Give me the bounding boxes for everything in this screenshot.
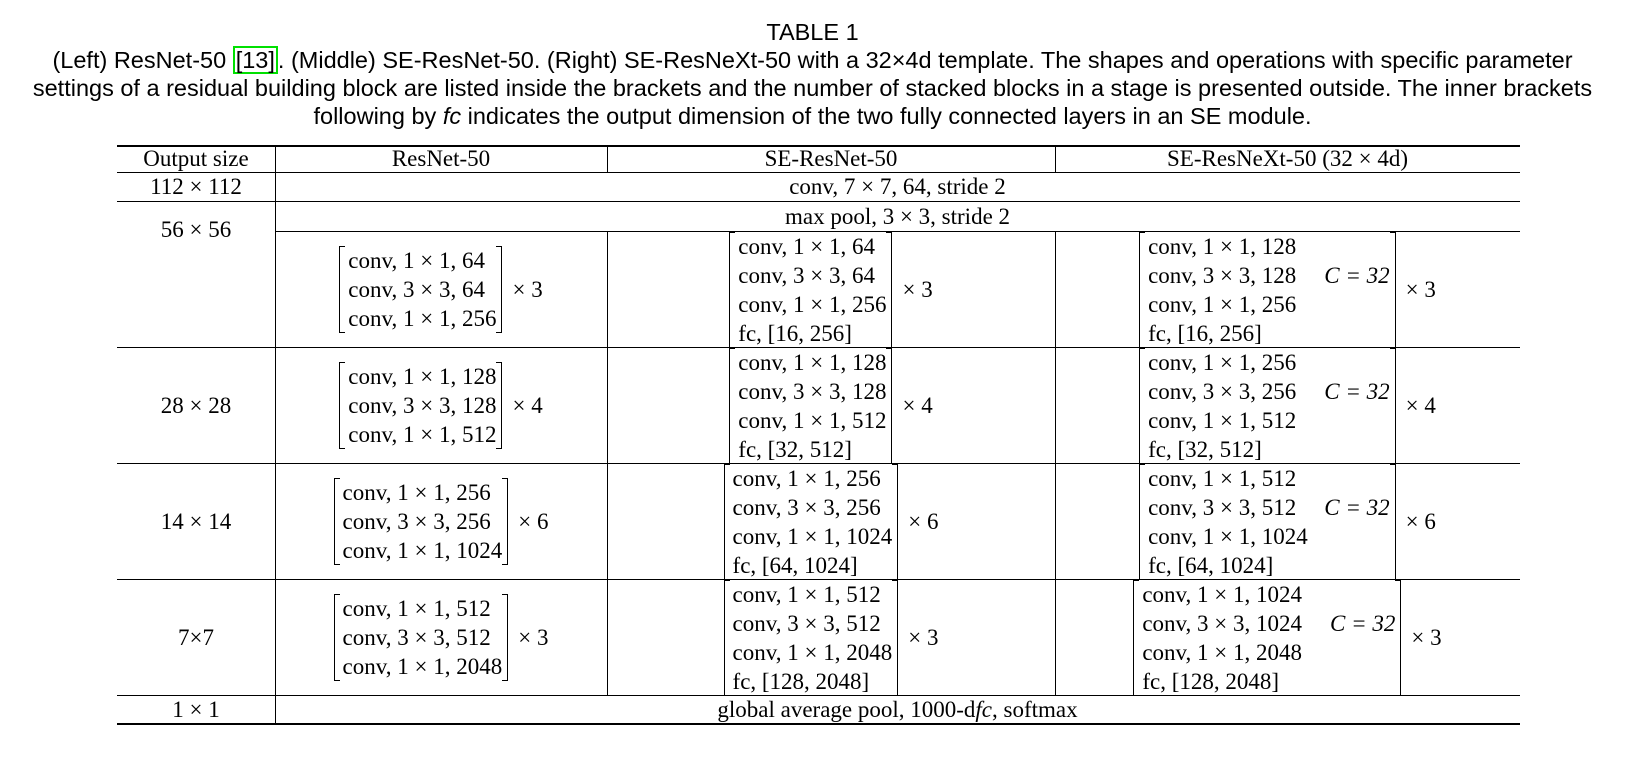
size-1x1: 1 × 1 [172,696,220,722]
resnet-stage-block [275,580,607,695]
layer-spec: conv, 1 × 1, 64 [348,248,485,273]
fc-spec: fc, [32, 512] [738,436,852,462]
layer-spec: conv, 1 × 1, 2048 [732,639,893,665]
fc-spec: fc, [128, 2048] [732,668,870,694]
resnet-stage-block [275,232,607,347]
block-multiplier: × 3 [908,624,939,650]
fc-spec: fc, [32, 512] [1148,436,1262,462]
block-bracket [1139,464,1396,580]
size-56: 56 × 56 [160,217,232,242]
maxpool-spec: max pool, 3 × 3, stride 2 [784,203,1011,229]
block-bracket [1133,580,1401,696]
layer-spec: conv, 1 × 1, 512 [1148,465,1297,491]
resnet-stage-block [275,348,607,463]
caption-text-end: indicates the output dimension of the two fully connected layers in an SE module. [461,103,1312,129]
fc-spec: fc, [64, 1024] [1148,552,1274,578]
cardinality-label: C = 32 [1330,610,1396,636]
header-se-resnet50: SE-ResNet-50 [764,146,898,171]
layer-spec: conv, 1 × 1, 128 [1148,233,1297,259]
layer-spec: conv, 3 × 3, 64 [348,277,485,302]
layer-spec: conv, 1 × 1, 2048 [342,654,503,679]
layer-spec: conv, 1 × 1, 1024 [732,523,893,549]
se-resnet-stage-block [607,580,1055,695]
layer-spec: conv, 1 × 1, 1024 [1142,581,1303,607]
layer-spec: conv, 1 × 1, 256 [342,480,491,505]
final-fc-term: fc [975,696,993,722]
block-bracket [339,246,502,333]
se-resnext-stage-block [1055,348,1520,463]
block-multiplier: × 3 [518,624,549,650]
block-multiplier: × 6 [908,508,939,534]
block-bracket [724,464,899,580]
caption-text-start: (Left) ResNet-50 [52,47,233,73]
header-output-size: Output size [143,146,249,171]
block-multiplier: × 6 [518,508,549,534]
layer-spec: conv, 3 × 3, 128 [348,393,497,418]
layer-spec: conv, 1 × 1, 256 [1148,291,1297,317]
fc-spec: fc, [128, 2048] [1142,668,1280,694]
block-bracket [334,594,509,681]
se-resnet-stage-block [607,348,1055,463]
conv1-spec: conv, 7 × 7, 64, stride 2 [789,174,1006,199]
block-multiplier: × 6 [1405,508,1436,534]
se-resnet-stage-block [607,464,1055,579]
layer-spec: conv, 3 × 3, 1024 [1142,610,1303,636]
layer-spec: conv, 1 × 1, 128 [738,349,887,375]
layer-spec: conv, 3 × 3, 128 [1148,262,1297,288]
final-spec-start: global average pool, 1000-d [717,696,976,722]
layer-spec: conv, 3 × 3, 128 [738,378,887,404]
fc-spec: fc, [16, 256] [1148,320,1262,346]
layer-spec: conv, 1 × 1, 128 [348,364,497,389]
layer-spec: conv, 1 × 1, 256 [738,291,887,317]
block-multiplier: × 4 [512,392,543,418]
block-bracket [729,348,892,464]
layer-spec: conv, 1 × 1, 256 [348,306,497,331]
block-bracket [1139,232,1396,348]
layer-spec: conv, 1 × 1, 64 [738,233,875,259]
layer-spec: conv, 1 × 1, 512 [738,407,887,433]
stage-output-size: 7×7 [178,624,214,650]
block-multiplier: × 3 [512,276,543,302]
block-bracket [729,232,892,348]
fc-spec: fc, [64, 1024] [732,552,858,578]
layer-spec: conv, 1 × 1, 256 [1148,349,1297,375]
stage-output-size: 14 × 14 [160,508,232,534]
layer-spec: conv, 3 × 3, 512 [342,625,491,650]
block-bracket [334,478,509,565]
final-spec-end: , softmax [992,696,1078,722]
table-caption [14,18,1611,130]
layer-spec: conv, 3 × 3, 512 [732,610,881,636]
layer-spec: conv, 1 × 1, 512 [348,422,497,447]
final-layer-spec [275,696,1520,723]
block-multiplier: × 3 [1405,276,1436,302]
cardinality-label: C = 32 [1324,378,1390,404]
block-bracket [724,580,899,696]
block-bracket [339,362,502,449]
rule-bottom [117,723,1520,725]
citation-link[interactable]: [13] [233,46,278,74]
layer-spec: conv, 1 × 1, 512 [732,581,881,607]
header-se-resnext50: SE-ResNeXt-50 (32 × 4d) [1166,146,1409,171]
layer-spec: conv, 1 × 1, 512 [342,596,491,621]
fc-spec: fc, [16, 256] [738,320,852,346]
block-multiplier: × 4 [1405,392,1436,418]
layer-spec: conv, 3 × 3, 256 [732,494,881,520]
layer-spec: conv, 1 × 1, 512 [1148,407,1297,433]
layer-spec: conv, 3 × 3, 64 [738,262,875,288]
se-resnext-stage-block [1055,580,1520,695]
layer-spec: conv, 1 × 1, 256 [732,465,881,491]
stage-output-size: 28 × 28 [160,392,232,418]
layer-spec: conv, 1 × 1, 2048 [1142,639,1303,665]
se-resnext-stage-block [1055,232,1520,347]
se-resnext-stage-block [1055,464,1520,579]
layer-spec: conv, 3 × 3, 256 [342,509,491,534]
block-multiplier: × 3 [902,276,933,302]
size-112: 112 × 112 [150,174,242,199]
resnet-stage-block [275,464,607,579]
caption-fc-term: fc [442,103,462,129]
table-title: TABLE 1 [766,19,859,45]
layer-spec: conv, 3 × 3, 256 [1148,378,1297,404]
block-bracket [1139,348,1396,464]
cardinality-label: C = 32 [1324,262,1390,288]
header-resnet50: ResNet-50 [391,146,491,171]
cardinality-label: C = 32 [1324,494,1390,520]
block-multiplier: × 4 [902,392,933,418]
block-multiplier: × 3 [1411,624,1442,650]
layer-spec: conv, 1 × 1, 1024 [342,538,503,563]
layer-spec: conv, 1 × 1, 1024 [1148,523,1308,549]
caption-text-middle: . (Middle) SE-ResNet-50. (Right) SE-ResNeXt-50 with a 32×4d template. The shapes and operations with specific parameter settings of a residual building block are listed inside the brackets and the number of stacked blocks in a stage is presented outside. The inner brackets following by [32,47,1593,129]
se-resnet-stage-block [607,232,1055,347]
layer-spec: conv, 3 × 3, 512 [1148,494,1297,520]
